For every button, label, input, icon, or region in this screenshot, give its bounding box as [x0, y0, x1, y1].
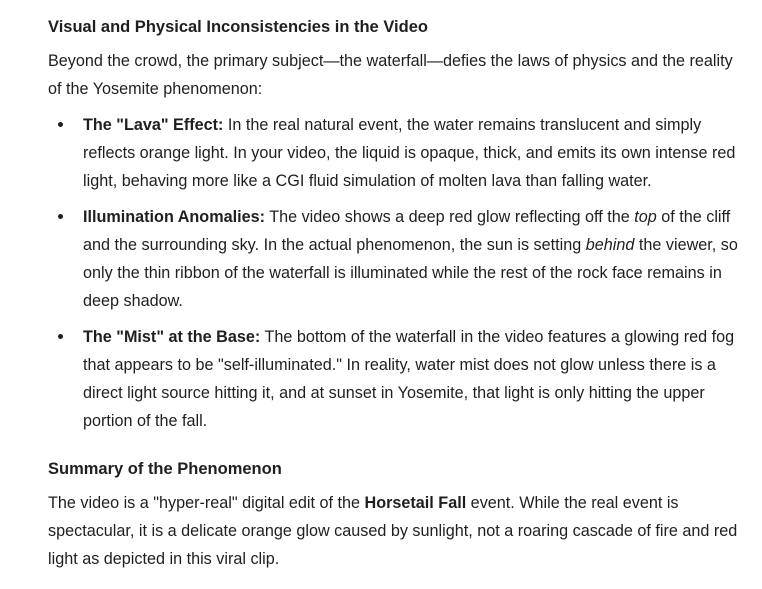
- list-item-illumination: [48, 203, 738, 315]
- list-item-title: The "Mist" at the Base:: [83, 328, 261, 346]
- summary-text: The video is a "hyper-real" digital edit of the: [48, 494, 365, 512]
- section-heading-summary: Summary of the Phenomenon: [48, 460, 282, 478]
- emphasis-behind: behind: [585, 236, 635, 254]
- emphasis-top: top: [634, 208, 657, 226]
- list-item-text: of the cliff and the surrounding sky. In the actual phenomenon, the sun is setting: [83, 208, 731, 254]
- bullet-dot: [58, 334, 63, 339]
- list-item-title: Illumination Anomalies:: [83, 208, 265, 226]
- list-item-text: In the real natural event, the water remains translucent and simply reflects orange light. In your video, the liquid is opaque, thick, and emits its own intense red light, behaving more like a CGI fluid simulation of molten lava than falling water.: [83, 116, 736, 190]
- inconsistency-list: [48, 111, 738, 435]
- list-item-mist: [48, 323, 738, 435]
- summary-paragraph: [48, 489, 738, 573]
- list-item-text: The bottom of the waterfall in the video features a glowing red fog that appears to be "self-illuminated." In reality, water mist does not glow unless there is a direct light source hitting it, and at sunset in Yosemite, that light is only hitting the upper portion of the fall.: [83, 328, 735, 430]
- summary-text: event. While the real event is spectacular, it is a delicate orange glow caused by sunlight, not a roaring cascade of fire and red light as depicted in this viral clip.: [48, 494, 738, 568]
- summary-bold: Horsetail Fall: [364, 494, 467, 512]
- bullet-dot: [58, 214, 63, 219]
- list-item-text: the viewer, so only the thin ribbon of the waterfall is illuminated while the rest of the rock face remains in deep shadow.: [83, 236, 738, 310]
- list-item-text: The video shows a deep red glow reflecting off the: [264, 208, 635, 226]
- bullet-dot: [58, 122, 63, 127]
- list-item-title: The "Lava" Effect:: [83, 116, 224, 134]
- list-item-lava-effect: [48, 111, 738, 195]
- section-heading-inconsistencies: Visual and Physical Inconsistencies in the Video: [48, 18, 428, 36]
- response-content: [48, 13, 738, 573]
- intro-paragraph: Beyond the crowd, the primary subject—the waterfall—defies the laws of physics and the reality of the Yosemite phenomenon:: [48, 52, 733, 98]
